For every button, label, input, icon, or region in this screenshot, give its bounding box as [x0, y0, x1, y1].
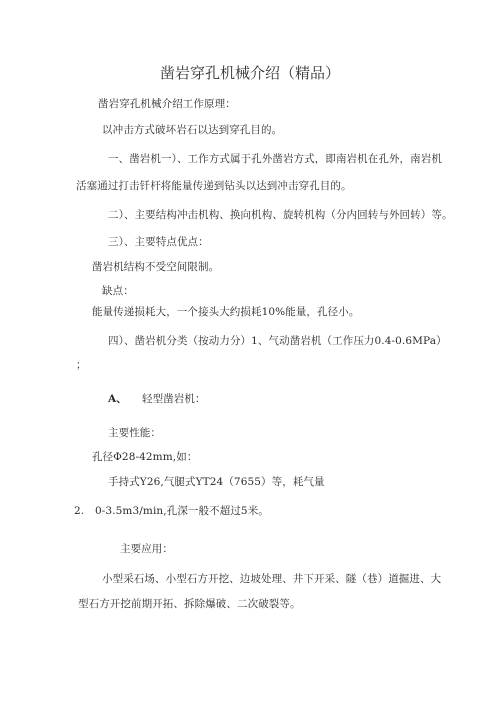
paragraph-line: 轻型凿岩机：: [142, 393, 206, 405]
paragraph-line: ；: [76, 359, 87, 371]
list-marker: A、: [108, 393, 127, 405]
paragraph-line: 凿岩机结构不受空间限制。: [92, 261, 220, 273]
paragraph-line: 主要应用：: [120, 543, 173, 555]
list-marker: 2.: [74, 505, 85, 517]
paragraph-line: 一、凿岩机一）、工作方式属于孔外凿岩方式，即南岩机在孔外，南岩机: [108, 153, 442, 165]
document-title: 凿岩穿孔机械介绍（精品）: [159, 64, 340, 82]
paragraph-line: 手持式Y26,气腿式YT24（7655）等，耗气量: [108, 476, 325, 488]
paragraph-line: 0-3.5m3/min,孔深一般不超过5米。: [95, 505, 269, 517]
paragraph-line: 小型采石场、小型石方开挖、边坡处理、井下开采、隧（巷）道掘进、大: [102, 573, 442, 585]
paragraph-line: 孔径Φ28-42mm,如：: [92, 451, 198, 463]
paragraph-line: 能量传递损耗大，一个接头大约损耗10%能量，孔径小。: [92, 306, 360, 318]
paragraph-line: 二）、主要结构冲击机构、换向机构、旋转机构（分内回转与外回转）等。: [108, 209, 453, 221]
paragraph-line: 型石方开挖前期开拓、拆除爆破、二次破裂等。: [78, 598, 301, 610]
paragraph-line: 活塞通过打击钎杆将能量传递到钻头以达到冲击穿孔目的。: [76, 180, 352, 192]
paragraph-line: 四）、凿岩机分类（按动力分）1、气动凿岩机（工作压力0.4-0.6MPa）: [108, 335, 447, 347]
paragraph-line: 三）、主要特点优点：: [108, 236, 209, 248]
paragraph-line: 凿岩穿孔机械介绍工作原理：: [98, 98, 236, 110]
paragraph-line: 主要性能：: [108, 427, 161, 439]
paragraph-line: 以冲击方式破坏岩石以达到穿孔目的。: [102, 124, 283, 136]
paragraph-line: 缺点：: [102, 285, 134, 297]
